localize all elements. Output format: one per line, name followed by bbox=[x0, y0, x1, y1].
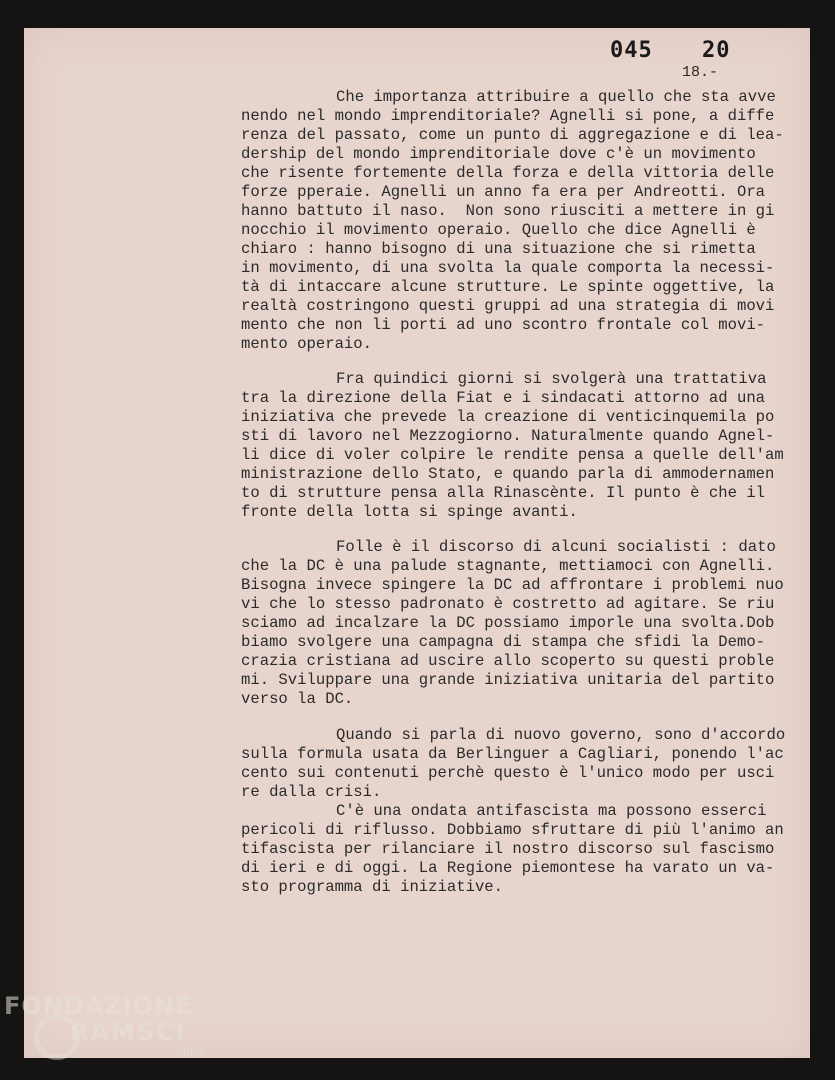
text-line: che risente fortemente della forza e della vittoria delle bbox=[241, 164, 775, 182]
text-line: tà di intaccare alcune strutture. Le spinte oggettive, la bbox=[241, 278, 775, 296]
text-line: cento sui contenuti perchè questo è l'unico modo per usci bbox=[241, 764, 775, 782]
text-line: mi. Sviluppare una grande iniziativa unitaria del partito bbox=[241, 671, 775, 689]
text-line: sulla formula usata da Berlinguer a Cagliari, ponendo l'ac bbox=[241, 745, 784, 763]
watermark-line1: FONDAZIONE bbox=[4, 992, 193, 1020]
text-line: fronte della lotta si spinge avanti. bbox=[241, 503, 578, 521]
text-line: dership del mondo imprenditoriale dove c'è un movimento bbox=[241, 145, 756, 163]
text-line: nendo nel mondo imprenditoriale? Agnelli si pone, a diffe bbox=[241, 107, 775, 125]
watermark-line2: RAMSCI bbox=[70, 1018, 187, 1046]
archive-stamp-page: 20 bbox=[702, 38, 731, 63]
text-line: Quando si parla di nuovo governo, sono d'accordo bbox=[336, 726, 786, 744]
page-number: 18.- bbox=[682, 64, 719, 81]
text-line: Bisogna invece spingere la DC ad affrontare i problemi nuo bbox=[241, 576, 784, 594]
archive-stamp-number: 045 bbox=[610, 38, 653, 63]
text-line: hanno battuto il naso. Non sono riusciti a mettere in gi bbox=[241, 202, 775, 220]
text-line: verso la DC. bbox=[241, 690, 354, 708]
text-line: chiaro : hanno bisogno di una situazione che si rimetta bbox=[241, 240, 756, 258]
text-line: Fra quindici giorni si svolgerà una trattativa bbox=[336, 370, 767, 388]
text-line: mento operaio. bbox=[241, 335, 373, 353]
text-line: forze pperaie. Agnelli un anno fa era per Andreotti. Ora bbox=[241, 183, 766, 201]
text-line: sti di lavoro nel Mezzogiorno. Naturalmente quando Agnel- bbox=[241, 427, 775, 445]
text-line: nocchio il movimento operaio. Quello che dice Agnelli è bbox=[241, 221, 756, 239]
text-line: crazia cristiana ad uscire allo scoperto su questi proble bbox=[241, 652, 775, 670]
text-line: mento che non li porti ad uno scontro frontale col movi- bbox=[241, 316, 766, 334]
text-line: che la DC è una palude stagnante, mettiamoci con Agnelli. bbox=[241, 557, 775, 575]
text-line: sto programma di iniziative. bbox=[241, 878, 504, 896]
text-line: tifascista per rilanciare il nostro discorso sul fascismo bbox=[241, 840, 775, 858]
text-line: realtà costringono questi gruppi ad una strategia di movi bbox=[241, 297, 775, 315]
watermark-line3: onlus bbox=[176, 1046, 206, 1059]
text-line: Folle è il discorso di alcuni socialisti : dato bbox=[336, 538, 776, 556]
text-line: sciamo ad incalzare la DC possiamo imporle una svolta.Dob bbox=[241, 614, 775, 632]
text-line: tra la direzione della Fiat e i sindacati attorno ad una bbox=[241, 389, 766, 407]
text-line: renza del passato, come un punto di aggregazione e di lea- bbox=[241, 126, 784, 144]
text-line: iniziativa che prevede la creazione di venticinquemila po bbox=[241, 408, 775, 426]
text-line: pericoli di riflusso. Dobbiamo sfruttare di più l'animo an bbox=[241, 821, 784, 839]
text-line: Che importanza attribuire a quello che sta avve bbox=[336, 88, 776, 106]
fondazione-gramsci-watermark bbox=[4, 992, 206, 1059]
text-line: di ieri e di oggi. La Regione piemontese ha varato un va- bbox=[241, 859, 775, 877]
text-line: C'è una ondata antifascista ma possono esserci bbox=[336, 802, 767, 820]
text-line: vi che lo stesso padronato è costretto ad agitare. Se riu bbox=[241, 595, 775, 613]
text-line: re dalla crisi. bbox=[241, 783, 382, 801]
text-line: biamo svolgere una campagna di stampa che sfidi la Demo- bbox=[241, 633, 766, 651]
text-line: ministrazione dello Stato, e quando parla di ammodernamen bbox=[241, 465, 775, 483]
text-line: to di strutture pensa alla Rinascènte. Il punto è che il bbox=[241, 484, 766, 502]
text-line: li dice di voler colpire le rendite pensa a quelle dell'am bbox=[241, 446, 784, 464]
text-line: in movimento, di una svolta la quale comporta la necessi- bbox=[241, 259, 775, 277]
